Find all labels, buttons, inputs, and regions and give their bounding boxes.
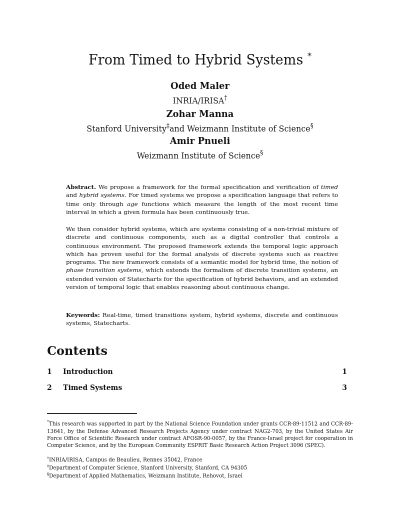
abstract-text: . For timed systems we propose a specification language that refers to time only through [66, 193, 339, 208]
author-name: Amir Pnueli [169, 137, 231, 147]
footnote-text: This research was supported in part by the National Science Foundation under grants CCR-89-11512 and CCR-89-13641, by the Defense Advanced Research Projects Agency under contract NAG2-703, by the United States Air Force Office of Scientific Research under contract AFOSR-90-0057, by the France-Israel project for cooperation in Computer Science, and by the European Community ESPRIT Basic Research Action Project 3096 (SPEC). [47, 421, 353, 449]
author-name: Oded Maler [170, 82, 230, 92]
footnote-text: Department of Applied Mathematics, Weizmann Institute, Rehovot, Israel [49, 473, 243, 480]
title-text: From Timed to Hybrid Systems [88, 52, 304, 69]
title-footnote-mark: * [307, 52, 312, 61]
footnote-text: Department of Computer Science, Stanford University, Stanford, CA 94305 [49, 465, 248, 472]
keywords-label: Keywords: [66, 312, 100, 319]
abstract-text: functions which measure the length of the most recent time interval in which a given formula has been continuously true. [66, 201, 339, 216]
author-affiliation [0, 123, 400, 134]
abstract-label: Abstract. [66, 184, 97, 191]
affiliation-text: INRIA/IRISA [172, 96, 225, 106]
footnote-mark: ‡ [47, 463, 49, 468]
footnote-mark: ‡ [166, 123, 170, 130]
keywords [66, 312, 338, 329]
footnote-mark: † [47, 455, 49, 460]
affiliation-text: and Weizmann Institute of Science [169, 124, 311, 134]
paper-title [0, 52, 400, 69]
abstract-text: We then consider hybrid systems, which are systems consisting of a non-trivial mixture of discrete and continuous components, such as a digital controller that controls a continuous environment. The proposed framework extends the temporal logic approach which has proven useful for the formal analysis of discrete systems such as reactive programs. The new framework consists of a semantic model for hybrid time, the notion of [66, 227, 338, 267]
abstract-emphasis: hybrid systems [79, 193, 125, 200]
footnote-mark: § [47, 471, 49, 476]
abstract-emphasis: timed [320, 185, 339, 191]
keywords-text: Real-time, timed transitions system, hybrid systems, discrete and continuous systems, Statecharts. [66, 313, 338, 328]
toc-label: Timed Systems [63, 383, 123, 392]
abstract-emphasis: phase transition systems [66, 268, 142, 275]
footnote [47, 418, 353, 450]
abstract-text: We propose a framework for the formal specification and verification of [98, 185, 319, 191]
abstract-paragraph [66, 226, 338, 292]
author-affiliation [0, 95, 400, 106]
footnote-mark: § [260, 150, 264, 157]
affiliation-text: Stanford University [86, 124, 167, 134]
toc-entry[interactable] [47, 383, 347, 392]
toc-number: 2 [47, 383, 52, 392]
footnote-mark: * [47, 419, 49, 424]
toc-label: Introduction [63, 367, 113, 376]
contents-heading: Contents [47, 344, 108, 358]
author-affiliation [0, 150, 400, 161]
abstract-paragraph [66, 184, 338, 217]
toc-page-number: 1 [342, 367, 347, 376]
footnote-text: INRIA/IRISA, Campus de Beaulieu, Rennes 35042, France [49, 457, 203, 464]
affiliation-text: Weizmann Institute of Science [136, 151, 261, 161]
footnote-rule [47, 413, 137, 414]
abstract-text: , which extends the formalism of discrete transition systems, an extended version of Statecharts for the specification of hybrid behaviors, and an extended version of temporal logic that enables reasoning about continuous change. [66, 268, 338, 292]
footnote-mark: † [224, 95, 228, 102]
toc-number: 1 [47, 367, 52, 376]
footnote-mark: § [310, 123, 314, 130]
abstract-text: and [66, 193, 78, 200]
author-name: Zohar Manna [166, 110, 234, 120]
footnote [47, 470, 353, 481]
toc-entry[interactable] [47, 367, 347, 376]
abstract-emphasis: age [127, 201, 138, 208]
toc-page-number: 3 [342, 383, 347, 392]
